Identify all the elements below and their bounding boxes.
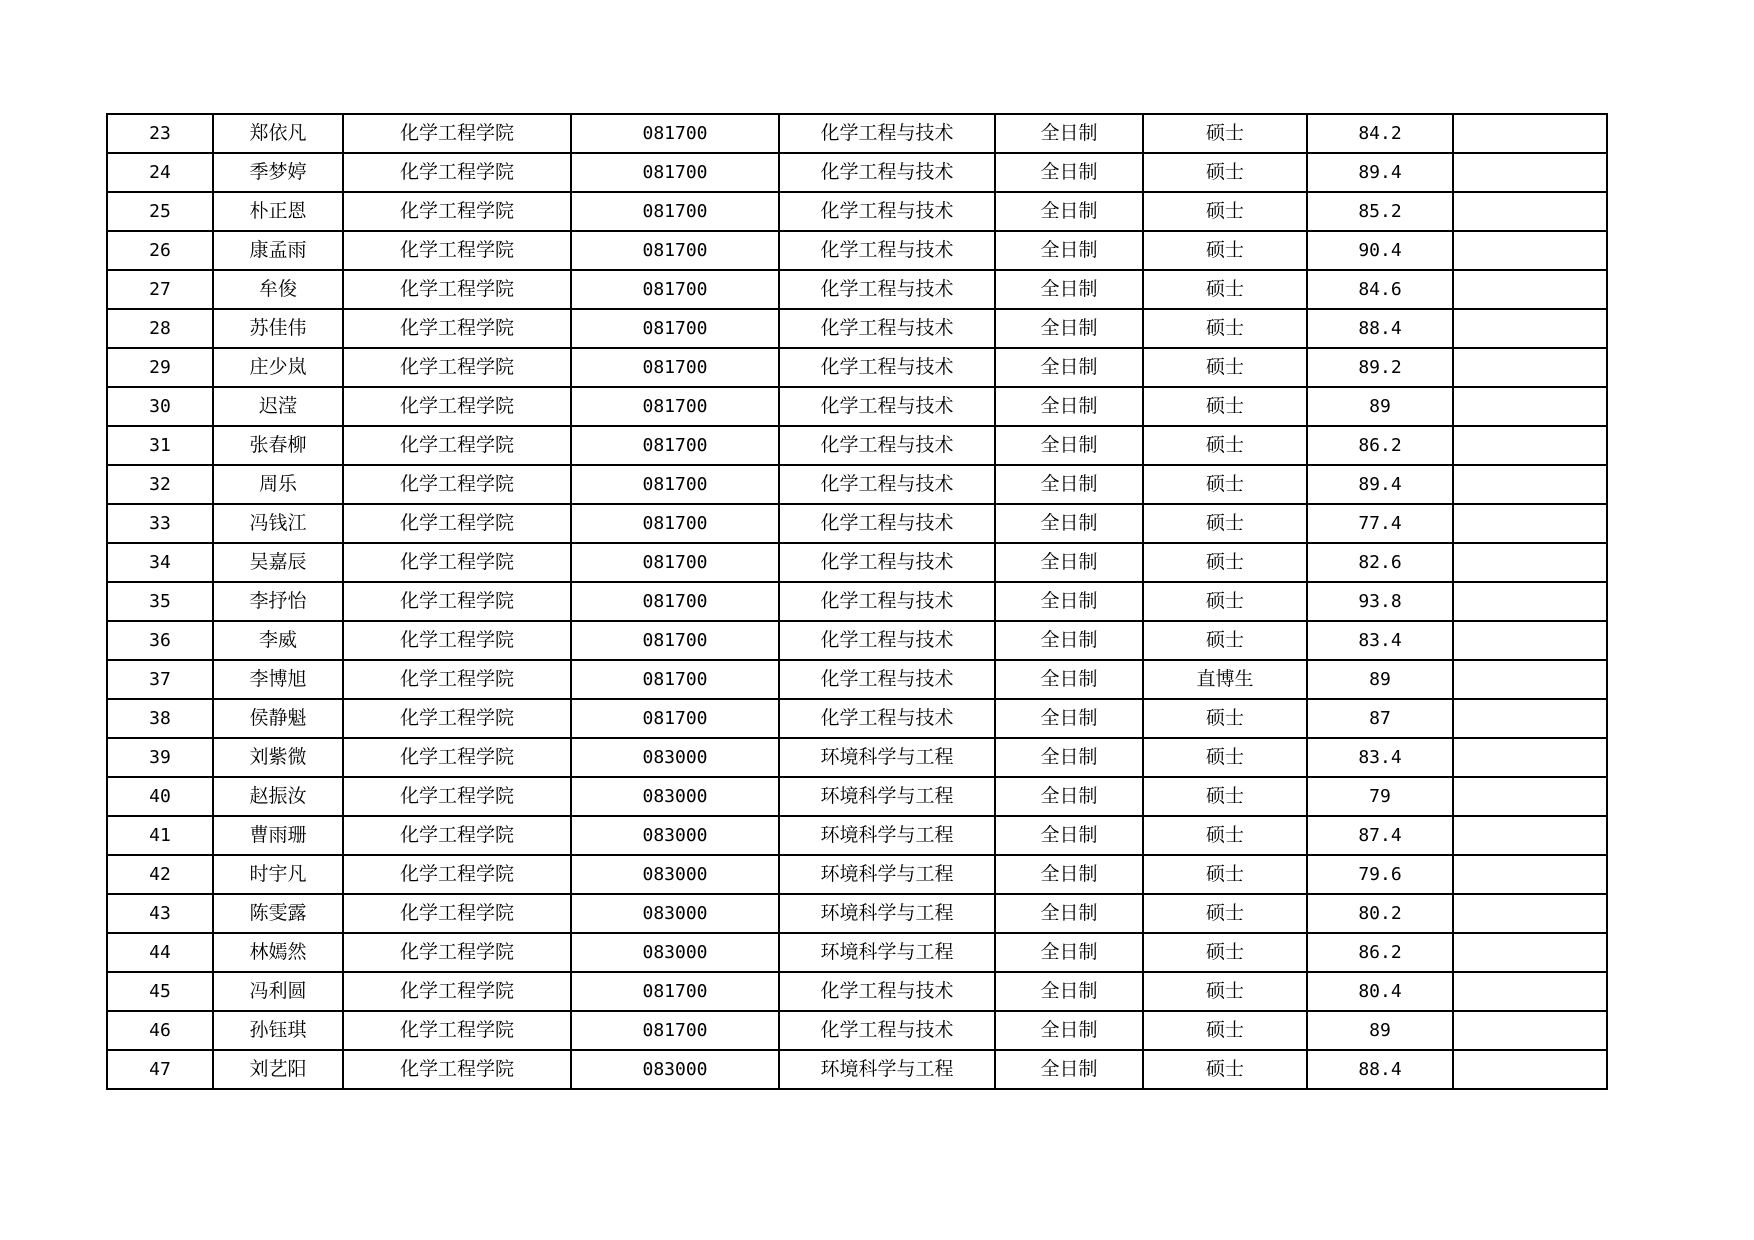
degree-cell: 硕士 [1143, 1011, 1307, 1050]
seq-cell: 43 [107, 894, 213, 933]
study-mode-cell: 全日制 [995, 153, 1143, 192]
college-cell: 化学工程学院 [343, 894, 571, 933]
college-cell: 化学工程学院 [343, 543, 571, 582]
score-cell: 89.4 [1307, 465, 1453, 504]
college-cell: 化学工程学院 [343, 777, 571, 816]
score-cell: 90.4 [1307, 231, 1453, 270]
remark-cell [1453, 972, 1607, 1011]
score-cell: 82.6 [1307, 543, 1453, 582]
college-cell: 化学工程学院 [343, 699, 571, 738]
study-mode-cell: 全日制 [995, 192, 1143, 231]
degree-cell: 硕士 [1143, 309, 1307, 348]
code-cell: 081700 [571, 543, 779, 582]
remark-cell [1453, 933, 1607, 972]
college-cell: 化学工程学院 [343, 582, 571, 621]
major-cell: 环境科学与工程 [779, 933, 995, 972]
major-cell: 化学工程与技术 [779, 660, 995, 699]
study-mode-cell: 全日制 [995, 777, 1143, 816]
remark-cell [1453, 1050, 1607, 1089]
name-cell: 张春柳 [213, 426, 343, 465]
seq-cell: 31 [107, 426, 213, 465]
degree-cell: 硕士 [1143, 621, 1307, 660]
name-cell: 李抒怡 [213, 582, 343, 621]
table-row [107, 309, 1607, 348]
remark-cell [1453, 894, 1607, 933]
name-cell: 李威 [213, 621, 343, 660]
degree-cell: 硕士 [1143, 543, 1307, 582]
score-cell: 89 [1307, 660, 1453, 699]
seq-cell: 45 [107, 972, 213, 1011]
name-cell: 陈雯露 [213, 894, 343, 933]
degree-cell: 硕士 [1143, 192, 1307, 231]
name-cell: 吴嘉辰 [213, 543, 343, 582]
remark-cell [1453, 231, 1607, 270]
code-cell: 083000 [571, 933, 779, 972]
name-cell: 刘紫微 [213, 738, 343, 777]
degree-cell: 硕士 [1143, 816, 1307, 855]
remark-cell [1453, 426, 1607, 465]
score-cell: 88.4 [1307, 309, 1453, 348]
college-cell: 化学工程学院 [343, 972, 571, 1011]
table-body [107, 114, 1607, 1089]
name-cell: 冯利圆 [213, 972, 343, 1011]
seq-cell: 28 [107, 309, 213, 348]
college-cell: 化学工程学院 [343, 1050, 571, 1089]
table-row [107, 465, 1607, 504]
name-cell: 迟滢 [213, 387, 343, 426]
seq-cell: 37 [107, 660, 213, 699]
code-cell: 081700 [571, 972, 779, 1011]
score-cell: 79.6 [1307, 855, 1453, 894]
table-row [107, 777, 1607, 816]
college-cell: 化学工程学院 [343, 465, 571, 504]
score-cell: 89 [1307, 1011, 1453, 1050]
code-cell: 083000 [571, 738, 779, 777]
table-row [107, 1011, 1607, 1050]
table-row [107, 1050, 1607, 1089]
major-cell: 环境科学与工程 [779, 816, 995, 855]
name-cell: 朴正恩 [213, 192, 343, 231]
major-cell: 环境科学与工程 [779, 777, 995, 816]
seq-cell: 35 [107, 582, 213, 621]
score-cell: 88.4 [1307, 1050, 1453, 1089]
code-cell: 081700 [571, 309, 779, 348]
college-cell: 化学工程学院 [343, 309, 571, 348]
study-mode-cell: 全日制 [995, 1011, 1143, 1050]
remark-cell [1453, 270, 1607, 309]
remark-cell [1453, 192, 1607, 231]
degree-cell: 硕士 [1143, 894, 1307, 933]
remark-cell [1453, 816, 1607, 855]
table-row [107, 192, 1607, 231]
degree-cell: 硕士 [1143, 933, 1307, 972]
table-row [107, 894, 1607, 933]
degree-cell: 硕士 [1143, 270, 1307, 309]
name-cell: 周乐 [213, 465, 343, 504]
seq-cell: 26 [107, 231, 213, 270]
degree-cell: 硕士 [1143, 972, 1307, 1011]
remark-cell [1453, 660, 1607, 699]
admission-table [106, 113, 1608, 1090]
table-row [107, 153, 1607, 192]
table-row [107, 543, 1607, 582]
name-cell: 孙钰琪 [213, 1011, 343, 1050]
name-cell: 时宇凡 [213, 855, 343, 894]
college-cell: 化学工程学院 [343, 114, 571, 153]
study-mode-cell: 全日制 [995, 621, 1143, 660]
major-cell: 化学工程与技术 [779, 543, 995, 582]
college-cell: 化学工程学院 [343, 153, 571, 192]
degree-cell: 硕士 [1143, 114, 1307, 153]
table-row [107, 348, 1607, 387]
seq-cell: 24 [107, 153, 213, 192]
code-cell: 081700 [571, 699, 779, 738]
major-cell: 环境科学与工程 [779, 738, 995, 777]
study-mode-cell: 全日制 [995, 270, 1143, 309]
degree-cell: 硕士 [1143, 153, 1307, 192]
seq-cell: 25 [107, 192, 213, 231]
seq-cell: 27 [107, 270, 213, 309]
name-cell: 侯静魁 [213, 699, 343, 738]
name-cell: 郑依凡 [213, 114, 343, 153]
table-row [107, 387, 1607, 426]
table-row [107, 738, 1607, 777]
score-cell: 89.2 [1307, 348, 1453, 387]
score-cell: 84.6 [1307, 270, 1453, 309]
seq-cell: 47 [107, 1050, 213, 1089]
degree-cell: 硕士 [1143, 777, 1307, 816]
college-cell: 化学工程学院 [343, 426, 571, 465]
table-row [107, 660, 1607, 699]
degree-cell: 直博生 [1143, 660, 1307, 699]
remark-cell [1453, 309, 1607, 348]
degree-cell: 硕士 [1143, 699, 1307, 738]
degree-cell: 硕士 [1143, 426, 1307, 465]
seq-cell: 38 [107, 699, 213, 738]
major-cell: 化学工程与技术 [779, 582, 995, 621]
table-row [107, 504, 1607, 543]
score-cell: 84.2 [1307, 114, 1453, 153]
name-cell: 曹雨珊 [213, 816, 343, 855]
college-cell: 化学工程学院 [343, 621, 571, 660]
remark-cell [1453, 699, 1607, 738]
major-cell: 化学工程与技术 [779, 1011, 995, 1050]
remark-cell [1453, 855, 1607, 894]
code-cell: 083000 [571, 855, 779, 894]
table-row [107, 855, 1607, 894]
study-mode-cell: 全日制 [995, 465, 1143, 504]
study-mode-cell: 全日制 [995, 543, 1143, 582]
score-cell: 86.2 [1307, 426, 1453, 465]
score-cell: 89.4 [1307, 153, 1453, 192]
study-mode-cell: 全日制 [995, 309, 1143, 348]
study-mode-cell: 全日制 [995, 504, 1143, 543]
code-cell: 083000 [571, 816, 779, 855]
name-cell: 赵振汝 [213, 777, 343, 816]
code-cell: 081700 [571, 153, 779, 192]
major-cell: 化学工程与技术 [779, 153, 995, 192]
seq-cell: 34 [107, 543, 213, 582]
table-row [107, 231, 1607, 270]
remark-cell [1453, 738, 1607, 777]
code-cell: 081700 [571, 582, 779, 621]
seq-cell: 46 [107, 1011, 213, 1050]
score-cell: 83.4 [1307, 738, 1453, 777]
name-cell: 李博旭 [213, 660, 343, 699]
college-cell: 化学工程学院 [343, 933, 571, 972]
college-cell: 化学工程学院 [343, 270, 571, 309]
study-mode-cell: 全日制 [995, 582, 1143, 621]
name-cell: 林嫣然 [213, 933, 343, 972]
code-cell: 081700 [571, 660, 779, 699]
seq-cell: 33 [107, 504, 213, 543]
study-mode-cell: 全日制 [995, 816, 1143, 855]
table-row [107, 621, 1607, 660]
name-cell: 牟俊 [213, 270, 343, 309]
college-cell: 化学工程学院 [343, 231, 571, 270]
seq-cell: 40 [107, 777, 213, 816]
score-cell: 79 [1307, 777, 1453, 816]
study-mode-cell: 全日制 [995, 114, 1143, 153]
table-row [107, 816, 1607, 855]
major-cell: 化学工程与技术 [779, 972, 995, 1011]
score-cell: 87.4 [1307, 816, 1453, 855]
major-cell: 化学工程与技术 [779, 387, 995, 426]
college-cell: 化学工程学院 [343, 816, 571, 855]
study-mode-cell: 全日制 [995, 387, 1143, 426]
seq-cell: 32 [107, 465, 213, 504]
score-cell: 86.2 [1307, 933, 1453, 972]
code-cell: 083000 [571, 1050, 779, 1089]
major-cell: 环境科学与工程 [779, 1050, 995, 1089]
name-cell: 冯钱江 [213, 504, 343, 543]
seq-cell: 36 [107, 621, 213, 660]
major-cell: 化学工程与技术 [779, 270, 995, 309]
score-cell: 93.8 [1307, 582, 1453, 621]
degree-cell: 硕士 [1143, 348, 1307, 387]
name-cell: 季梦婷 [213, 153, 343, 192]
code-cell: 081700 [571, 270, 779, 309]
table-row [107, 699, 1607, 738]
score-cell: 85.2 [1307, 192, 1453, 231]
seq-cell: 39 [107, 738, 213, 777]
remark-cell [1453, 348, 1607, 387]
code-cell: 081700 [571, 192, 779, 231]
college-cell: 化学工程学院 [343, 192, 571, 231]
degree-cell: 硕士 [1143, 387, 1307, 426]
remark-cell [1453, 114, 1607, 153]
major-cell: 化学工程与技术 [779, 348, 995, 387]
remark-cell [1453, 504, 1607, 543]
major-cell: 化学工程与技术 [779, 309, 995, 348]
study-mode-cell: 全日制 [995, 933, 1143, 972]
degree-cell: 硕士 [1143, 855, 1307, 894]
remark-cell [1453, 543, 1607, 582]
study-mode-cell: 全日制 [995, 855, 1143, 894]
code-cell: 083000 [571, 894, 779, 933]
code-cell: 081700 [571, 621, 779, 660]
remark-cell [1453, 621, 1607, 660]
code-cell: 081700 [571, 114, 779, 153]
college-cell: 化学工程学院 [343, 1011, 571, 1050]
college-cell: 化学工程学院 [343, 660, 571, 699]
remark-cell [1453, 387, 1607, 426]
score-cell: 80.2 [1307, 894, 1453, 933]
study-mode-cell: 全日制 [995, 426, 1143, 465]
remark-cell [1453, 465, 1607, 504]
college-cell: 化学工程学院 [343, 348, 571, 387]
major-cell: 环境科学与工程 [779, 894, 995, 933]
degree-cell: 硕士 [1143, 504, 1307, 543]
college-cell: 化学工程学院 [343, 855, 571, 894]
seq-cell: 44 [107, 933, 213, 972]
study-mode-cell: 全日制 [995, 972, 1143, 1011]
code-cell: 081700 [571, 348, 779, 387]
college-cell: 化学工程学院 [343, 738, 571, 777]
name-cell: 刘艺阳 [213, 1050, 343, 1089]
score-cell: 83.4 [1307, 621, 1453, 660]
remark-cell [1453, 777, 1607, 816]
remark-cell [1453, 153, 1607, 192]
degree-cell: 硕士 [1143, 738, 1307, 777]
score-cell: 77.4 [1307, 504, 1453, 543]
degree-cell: 硕士 [1143, 1050, 1307, 1089]
code-cell: 081700 [571, 1011, 779, 1050]
major-cell: 化学工程与技术 [779, 426, 995, 465]
major-cell: 环境科学与工程 [779, 855, 995, 894]
degree-cell: 硕士 [1143, 582, 1307, 621]
major-cell: 化学工程与技术 [779, 504, 995, 543]
table-row [107, 972, 1607, 1011]
code-cell: 081700 [571, 231, 779, 270]
seq-cell: 41 [107, 816, 213, 855]
college-cell: 化学工程学院 [343, 387, 571, 426]
name-cell: 庄少岚 [213, 348, 343, 387]
study-mode-cell: 全日制 [995, 1050, 1143, 1089]
code-cell: 081700 [571, 465, 779, 504]
major-cell: 化学工程与技术 [779, 192, 995, 231]
major-cell: 化学工程与技术 [779, 621, 995, 660]
table-row [107, 582, 1607, 621]
name-cell: 苏佳伟 [213, 309, 343, 348]
table-row [107, 114, 1607, 153]
degree-cell: 硕士 [1143, 465, 1307, 504]
major-cell: 化学工程与技术 [779, 114, 995, 153]
name-cell: 康孟雨 [213, 231, 343, 270]
score-cell: 87 [1307, 699, 1453, 738]
remark-cell [1453, 1011, 1607, 1050]
table-row [107, 270, 1607, 309]
degree-cell: 硕士 [1143, 231, 1307, 270]
college-cell: 化学工程学院 [343, 504, 571, 543]
major-cell: 化学工程与技术 [779, 699, 995, 738]
study-mode-cell: 全日制 [995, 699, 1143, 738]
seq-cell: 29 [107, 348, 213, 387]
score-cell: 89 [1307, 387, 1453, 426]
table-row [107, 933, 1607, 972]
remark-cell [1453, 582, 1607, 621]
seq-cell: 30 [107, 387, 213, 426]
score-cell: 80.4 [1307, 972, 1453, 1011]
study-mode-cell: 全日制 [995, 348, 1143, 387]
code-cell: 081700 [571, 387, 779, 426]
major-cell: 化学工程与技术 [779, 465, 995, 504]
code-cell: 081700 [571, 426, 779, 465]
seq-cell: 42 [107, 855, 213, 894]
code-cell: 081700 [571, 504, 779, 543]
code-cell: 083000 [571, 777, 779, 816]
study-mode-cell: 全日制 [995, 231, 1143, 270]
study-mode-cell: 全日制 [995, 738, 1143, 777]
study-mode-cell: 全日制 [995, 894, 1143, 933]
seq-cell: 23 [107, 114, 213, 153]
major-cell: 化学工程与技术 [779, 231, 995, 270]
study-mode-cell: 全日制 [995, 660, 1143, 699]
table-row [107, 426, 1607, 465]
